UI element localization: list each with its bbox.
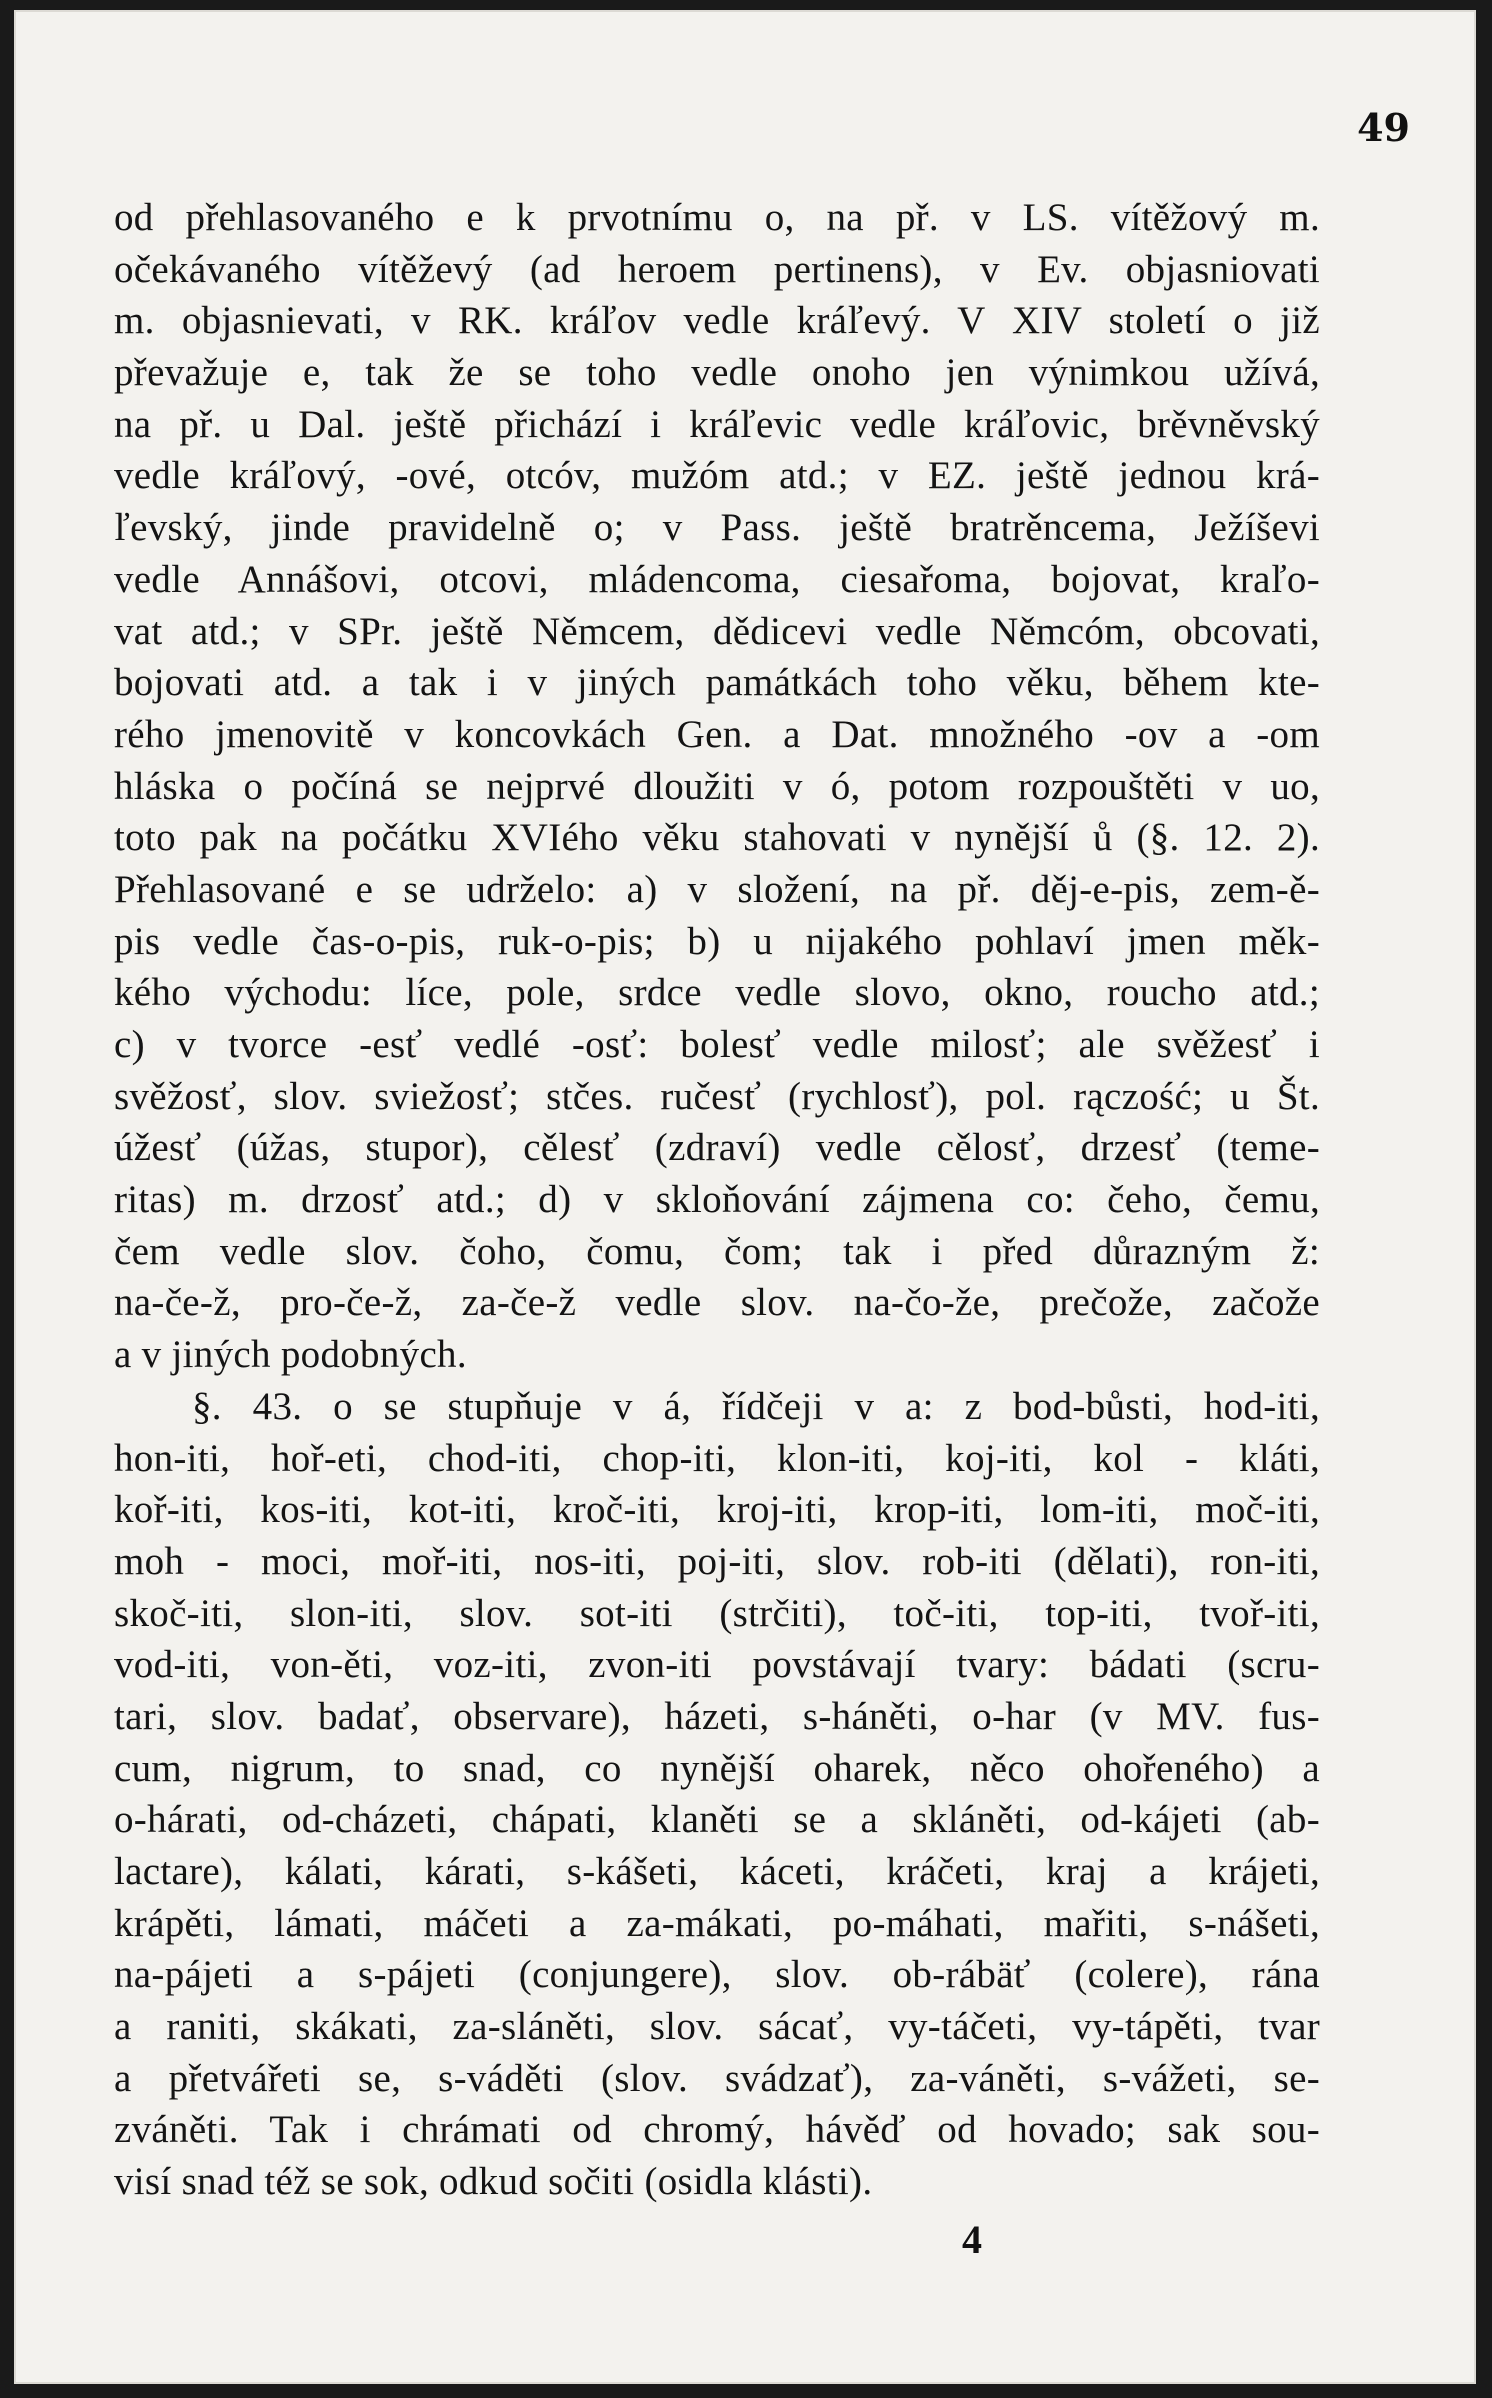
text-line: rého jmenovitě v koncovkách Gen. a Dat. množného -ov a -om <box>114 712 1320 756</box>
text-line: skoč-iti, slon-iti, slov. sot-iti (strčiti), toč-iti, top-iti, tvoř-iti, <box>114 1591 1320 1635</box>
text-line: Přehlasované e se udrželo: a) v složení, na př. děj-e-pis, zem-ě- <box>114 867 1320 911</box>
text-line: c) v tvorce -esť vedlé -osť: bolesť vedle milosť; ale svěžesť i <box>114 1023 1320 1066</box>
text-line: vat atd.; v SPr. ještě Němcem, dědicevi vedle Němcóm, obcovati, <box>114 609 1320 653</box>
body-text <box>114 192 1320 2208</box>
text-line: pis vedle čas-o-pis, ruk-o-pis; b) u nijakého pohlaví jmen měk- <box>114 919 1320 963</box>
section-heading-line: §. 43. o se stupňuje v á, řídčeji v a: z bod-bůsti, hod-iti, <box>192 1384 1320 1428</box>
text-line: zváněti. Tak i chrámati od chromý, hávěď od hovado; sak sou- <box>114 2108 1320 2152</box>
text-line: od přehlasovaného e k prvotnímu o, na př. v LS. vítěžový m. <box>114 196 1320 239</box>
text-line: převažuje e, tak že se toho vedle onoho jen výnimkou užívá, <box>114 351 1320 395</box>
text-line: visí snad též se sok, odkud sočiti (osidla klásti). <box>114 2160 873 2204</box>
page-number: 49 <box>1357 105 1410 150</box>
text-line: o-hárati, od-cházeti, chápati, klaněti se a skláněti, od-kájeti (ab- <box>114 1798 1320 1842</box>
text-line: cum, nigrum, to snad, co nynější oharek, něco ohořeného) a <box>114 1746 1320 1790</box>
text-line: kého východu: líce, pole, srdce vedle slovo, okno, roucho atd.; <box>114 971 1320 1015</box>
text-line: úžesť (úžas, stupor), cělesť (zdraví) vedle cělosť, drzesť (teme- <box>114 1126 1320 1170</box>
text-line: koř-iti, kos-iti, kot-iti, kroč-iti, kroj-iti, krop-iti, lom-iti, moč-iti, <box>114 1488 1320 1532</box>
text-line: m. objasnievati, v RK. kráľov vedle kráľevý. V XIV století o již <box>114 299 1320 343</box>
text-line: svěžosť, slov. sviežosť; stčes. ručesť (rychlosť), pol. rączość; u Št. <box>114 1074 1320 1118</box>
text-line: hon-iti, hoř-eti, chod-iti, chop-iti, klon-iti, koj-iti, kol - kláti, <box>114 1436 1320 1480</box>
text-line: a přetvářeti se, s-váděti (slov. svádzať), za-váněti, s-vážeti, se- <box>114 2056 1320 2100</box>
text-line: hláska o počíná se nejprvé dloužiti v ó, potom rozpouštěti v uo, <box>114 764 1320 808</box>
text-line: ľevský, jinde pravidelně o; v Pass. ještě bratrěncema, Ježíševi <box>114 506 1320 550</box>
text-line: moh - moci, moř-iti, nos-iti, poj-iti, slov. rob-iti (dělati), ron-iti, <box>114 1539 1320 1583</box>
text-line: krápěti, lámati, máčeti a za-mákati, po-máhati, mařiti, s-nášeti, <box>114 1901 1320 1945</box>
text-line: vedle Annášovi, otcovi, mládencoma, ciesařoma, bojovat, kraľo- <box>114 557 1320 601</box>
text-line: tari, slov. badať, observare), házeti, s-háněti, o-har (v MV. fus- <box>114 1694 1320 1738</box>
text-line: toto pak na počátku XVIého věku stahovati v nynější ů (§. 12. 2). <box>114 816 1320 860</box>
signature-mark: 4 <box>962 2217 982 2262</box>
text-line: na př. u Dal. ještě přichází i kráľevic vedle kráľovic, brěvněvský <box>114 402 1320 446</box>
text-line: vedle kráľový, -ové, otcóv, mužóm atd.; v EZ. ještě jednou krá- <box>114 454 1320 498</box>
text-line: čem vedle slov. čoho, čomu, čom; tak i před důrazným ž: <box>114 1229 1320 1273</box>
text-line: ritas) m. drzosť atd.; d) v skloňování zájmena co: čeho, čemu, <box>114 1178 1320 1222</box>
text-line: očekávaného vítěževý (ad heroem pertinens), v Ev. objasniovati <box>114 247 1320 291</box>
text-line: lactare), kálati, kárati, s-kášeti, káceti, kráčeti, kraj a krájeti, <box>114 1850 1320 1893</box>
text-line: vod-iti, von-ěti, voz-iti, zvon-iti povstávají tvary: bádati (scru- <box>114 1643 1320 1687</box>
text-line: a raniti, skákati, za-sláněti, slov. sácať, vy-táčeti, vy-tápěti, tvar <box>114 2005 1320 2049</box>
book-page <box>14 10 1476 2384</box>
text-line: na-pájeti a s-pájeti (conjungere), slov. ob-rábäť (colere), rána <box>114 1953 1320 1997</box>
text-line: bojovati atd. a tak i v jiných památkách toho věku, během kte- <box>114 661 1320 705</box>
text-line: na-če-ž, pro-če-ž, za-če-ž vedle slov. na-čo-že, prečože, začože <box>114 1281 1320 1325</box>
text-line: a v jiných podobných. <box>114 1333 467 1377</box>
